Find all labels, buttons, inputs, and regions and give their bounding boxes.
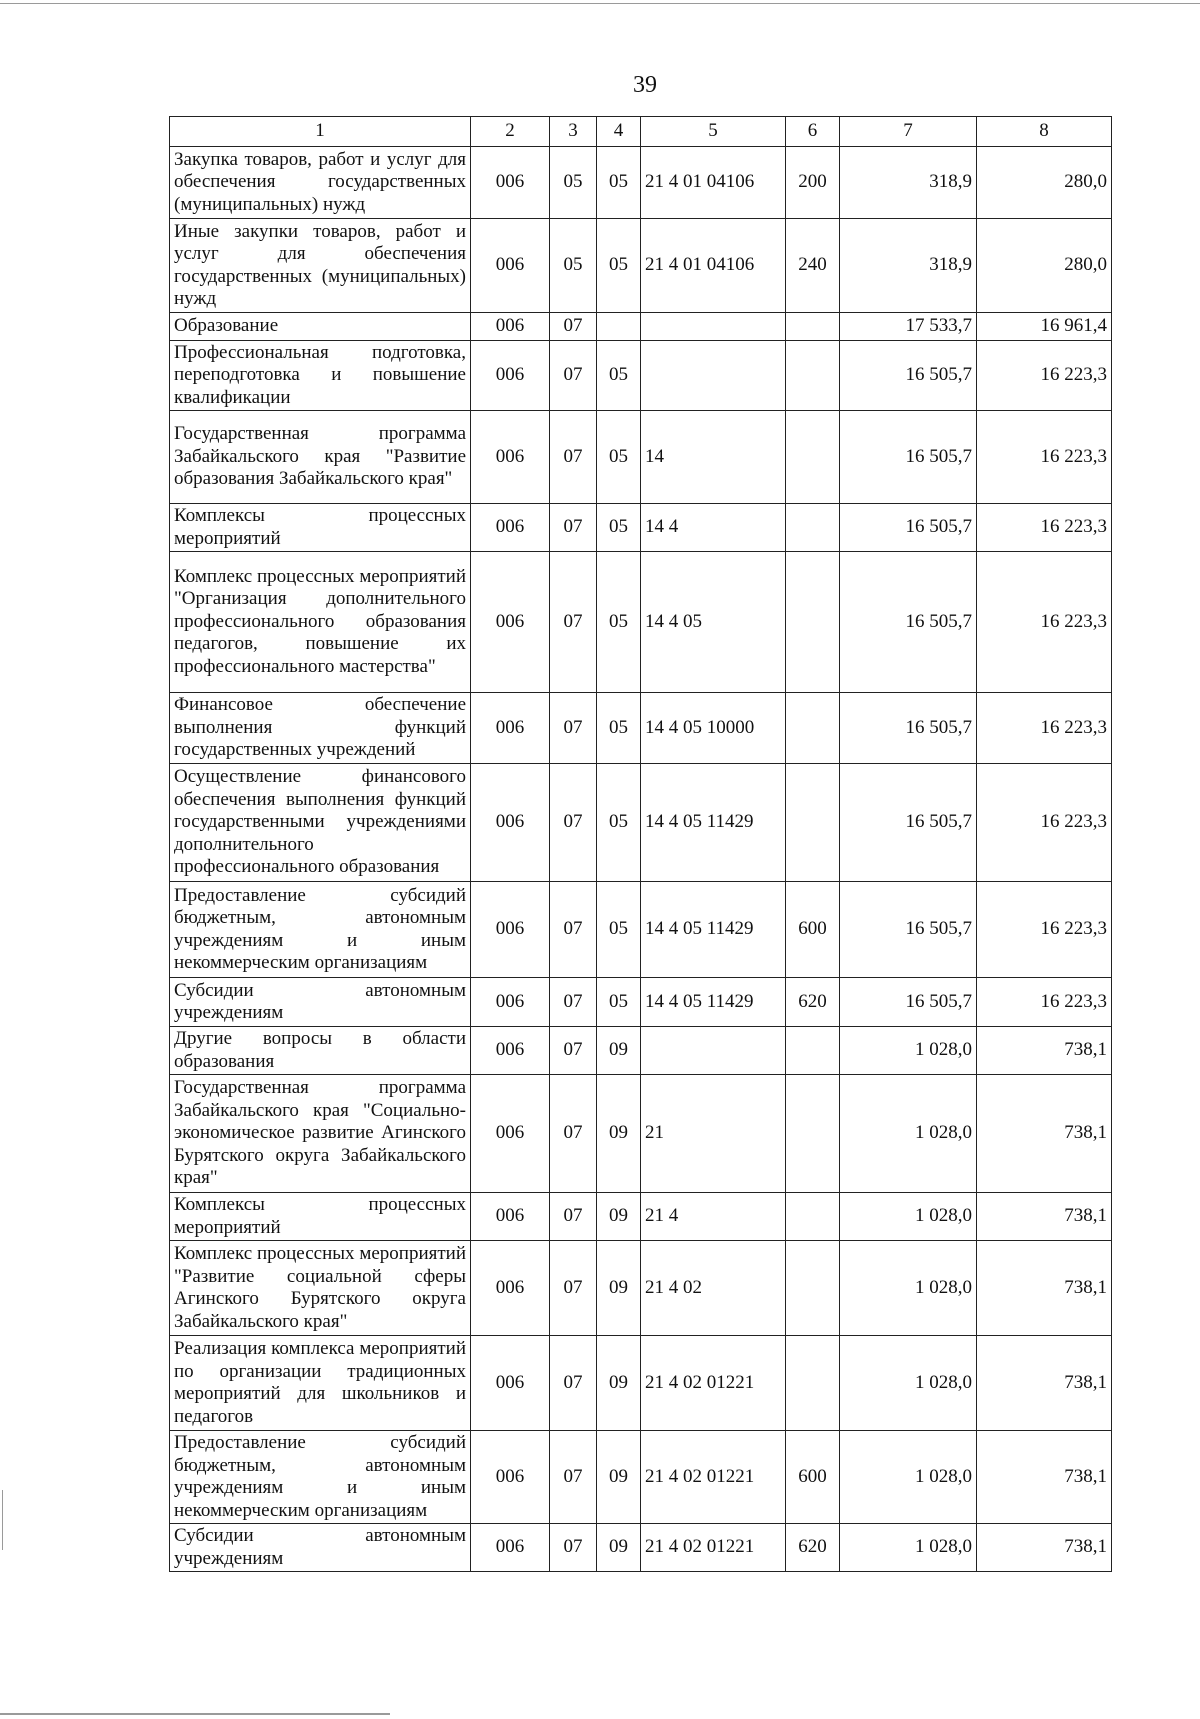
- cell-col-8: 16 961,4: [977, 313, 1112, 341]
- cell-col-5: [641, 313, 786, 341]
- cell-col-2: 006: [471, 219, 550, 313]
- cell-col-7: 16 505,7: [840, 504, 977, 552]
- cell-col-8: 738,1: [977, 1241, 1112, 1336]
- cell-col-7: 16 505,7: [840, 764, 977, 882]
- cell-col-2: 006: [471, 1431, 550, 1524]
- cell-col-3: 07: [550, 504, 597, 552]
- cell-col-7: 16 505,7: [840, 693, 977, 764]
- scan-artifact-bottom: [0, 1713, 390, 1715]
- cell-col-6: 600: [786, 1431, 840, 1524]
- cell-col-4: 05: [597, 504, 641, 552]
- column-header: 2: [471, 117, 550, 147]
- cell-col-3: 07: [550, 411, 597, 504]
- cell-col-7: 16 505,7: [840, 341, 977, 411]
- cell-col-3: 07: [550, 1431, 597, 1524]
- table-row: [170, 313, 1112, 341]
- cell-col-3: 07: [550, 882, 597, 978]
- cell-col-4: 05: [597, 219, 641, 313]
- page-number: 39: [633, 72, 657, 98]
- cell-col-5: 21: [641, 1075, 786, 1193]
- row-name: Иные закупки товаров, работ и услуг для обеспечения государственных (муниципальных) нужд: [170, 219, 471, 313]
- cell-col-3: 07: [550, 1241, 597, 1336]
- cell-col-6: [786, 313, 840, 341]
- cell-col-8: 738,1: [977, 1027, 1112, 1075]
- cell-col-2: 006: [471, 341, 550, 411]
- cell-col-3: 05: [550, 147, 597, 219]
- column-header: 1: [170, 117, 471, 147]
- column-header: 4: [597, 117, 641, 147]
- cell-col-4: 05: [597, 341, 641, 411]
- row-name: Субсидии автономным учреждениям: [170, 978, 471, 1027]
- table-row: [170, 1524, 1112, 1572]
- cell-col-2: 006: [471, 1075, 550, 1193]
- cell-col-8: 16 223,3: [977, 764, 1112, 882]
- cell-col-4: 05: [597, 693, 641, 764]
- cell-col-8: 280,0: [977, 147, 1112, 219]
- cell-col-8: 738,1: [977, 1336, 1112, 1431]
- cell-col-5: 21 4: [641, 1193, 786, 1241]
- column-header: 3: [550, 117, 597, 147]
- table-row: [170, 1027, 1112, 1075]
- table-row: [170, 693, 1112, 764]
- cell-col-4: 09: [597, 1075, 641, 1193]
- cell-col-3: 07: [550, 313, 597, 341]
- cell-col-4: 05: [597, 411, 641, 504]
- cell-col-5: 14 4 05 11429: [641, 882, 786, 978]
- cell-col-3: 07: [550, 693, 597, 764]
- cell-col-6: 620: [786, 978, 840, 1027]
- cell-col-7: 1 028,0: [840, 1336, 977, 1431]
- cell-col-4: 09: [597, 1524, 641, 1572]
- cell-col-2: 006: [471, 1336, 550, 1431]
- cell-col-6: [786, 1241, 840, 1336]
- cell-col-8: 738,1: [977, 1524, 1112, 1572]
- table-row: [170, 341, 1112, 411]
- row-name: Финансовое обеспечение выполнения функций государственных учреждений: [170, 693, 471, 764]
- cell-col-2: 006: [471, 552, 550, 693]
- cell-col-6: [786, 1027, 840, 1075]
- table-row: [170, 504, 1112, 552]
- cell-col-7: 16 505,7: [840, 552, 977, 693]
- cell-col-2: 006: [471, 1193, 550, 1241]
- cell-col-6: 200: [786, 147, 840, 219]
- cell-col-7: 1 028,0: [840, 1193, 977, 1241]
- cell-col-6: 620: [786, 1524, 840, 1572]
- cell-col-6: [786, 411, 840, 504]
- row-name: Профессиональная подготовка, переподготовка и повышение квалификации: [170, 341, 471, 411]
- cell-col-7: 16 505,7: [840, 882, 977, 978]
- cell-col-6: [786, 552, 840, 693]
- cell-col-4: 09: [597, 1027, 641, 1075]
- cell-col-5: 21 4 02: [641, 1241, 786, 1336]
- cell-col-8: 16 223,3: [977, 552, 1112, 693]
- cell-col-5: 21 4 02 01221: [641, 1431, 786, 1524]
- cell-col-3: 07: [550, 1075, 597, 1193]
- row-name: Осуществление финансового обеспечения выполнения функций государственными учреждениями дополнительного профессионального образования: [170, 764, 471, 882]
- cell-col-8: 16 223,3: [977, 882, 1112, 978]
- cell-col-8: 16 223,3: [977, 693, 1112, 764]
- cell-col-4: 09: [597, 1193, 641, 1241]
- cell-col-5: 14 4: [641, 504, 786, 552]
- cell-col-4: 09: [597, 1241, 641, 1336]
- cell-col-4: 05: [597, 147, 641, 219]
- cell-col-5: [641, 1027, 786, 1075]
- cell-col-8: 738,1: [977, 1075, 1112, 1193]
- row-name: Комплекс процессных мероприятий "Развитие социальной сферы Агинского Бурятского округа Забайкальского края": [170, 1241, 471, 1336]
- cell-col-5: 21 4 02 01221: [641, 1524, 786, 1572]
- cell-col-8: 280,0: [977, 219, 1112, 313]
- table-row: [170, 1075, 1112, 1193]
- cell-col-8: 16 223,3: [977, 504, 1112, 552]
- column-header: 8: [977, 117, 1112, 147]
- row-name: Комплекс процессных мероприятий "Организация дополнительного профессионального образования педагогов, повышение их профессионального мастерства": [170, 552, 471, 693]
- cell-col-4: 05: [597, 978, 641, 1027]
- cell-col-7: 1 028,0: [840, 1431, 977, 1524]
- cell-col-6: [786, 1336, 840, 1431]
- table-row: [170, 219, 1112, 313]
- cell-col-5: 14: [641, 411, 786, 504]
- table-body: [170, 117, 1112, 1572]
- cell-col-7: 1 028,0: [840, 1027, 977, 1075]
- cell-col-2: 006: [471, 1241, 550, 1336]
- row-name: Другие вопросы в области образования: [170, 1027, 471, 1075]
- cell-col-6: [786, 693, 840, 764]
- table-row: [170, 1193, 1112, 1241]
- cell-col-7: 16 505,7: [840, 411, 977, 504]
- cell-col-2: 006: [471, 693, 550, 764]
- cell-col-2: 006: [471, 764, 550, 882]
- cell-col-8: 16 223,3: [977, 978, 1112, 1027]
- cell-col-7: 1 028,0: [840, 1241, 977, 1336]
- cell-col-5: 21 4 01 04106: [641, 147, 786, 219]
- cell-col-7: 318,9: [840, 147, 977, 219]
- cell-col-5: [641, 341, 786, 411]
- cell-col-2: 006: [471, 1027, 550, 1075]
- table-row: [170, 147, 1112, 219]
- cell-col-2: 006: [471, 147, 550, 219]
- row-name: Предоставление субсидий бюджетным, автономным учреждениям и иным некоммерческим организациям: [170, 1431, 471, 1524]
- cell-col-4: 09: [597, 1431, 641, 1524]
- cell-col-4: 09: [597, 1336, 641, 1431]
- row-name: Комплексы процессных мероприятий: [170, 1193, 471, 1241]
- budget-table: [169, 116, 1112, 1572]
- cell-col-3: 07: [550, 1336, 597, 1431]
- column-header: 6: [786, 117, 840, 147]
- cell-col-3: 05: [550, 219, 597, 313]
- cell-col-4: 05: [597, 552, 641, 693]
- column-header: 5: [641, 117, 786, 147]
- cell-col-5: 21 4 02 01221: [641, 1336, 786, 1431]
- table-row: [170, 882, 1112, 978]
- cell-col-2: 006: [471, 978, 550, 1027]
- row-name: Субсидии автономным учреждениям: [170, 1524, 471, 1572]
- cell-col-3: 07: [550, 978, 597, 1027]
- cell-col-2: 006: [471, 504, 550, 552]
- scan-artifact-top: [0, 3, 1200, 4]
- cell-col-2: 006: [471, 882, 550, 978]
- cell-col-6: [786, 504, 840, 552]
- table-header-row: [170, 117, 1112, 147]
- cell-col-8: 738,1: [977, 1193, 1112, 1241]
- cell-col-4: 05: [597, 764, 641, 882]
- table-row: [170, 978, 1112, 1027]
- table-row: [170, 411, 1112, 504]
- cell-col-5: 21 4 01 04106: [641, 219, 786, 313]
- cell-col-3: 07: [550, 1524, 597, 1572]
- cell-col-5: 14 4 05 11429: [641, 764, 786, 882]
- row-name: Реализация комплекса мероприятий по организации традиционных мероприятий для школьников и педагогов: [170, 1336, 471, 1431]
- scan-artifact-left: [2, 1490, 3, 1550]
- cell-col-2: 006: [471, 411, 550, 504]
- table-row: [170, 552, 1112, 693]
- cell-col-4: 05: [597, 882, 641, 978]
- cell-col-3: 07: [550, 1027, 597, 1075]
- row-name: Предоставление субсидий бюджетным, автономным учреждениям и иным некоммерческим организациям: [170, 882, 471, 978]
- cell-col-7: 1 028,0: [840, 1075, 977, 1193]
- cell-col-6: [786, 764, 840, 882]
- cell-col-3: 07: [550, 341, 597, 411]
- cell-col-8: 16 223,3: [977, 341, 1112, 411]
- cell-col-7: 318,9: [840, 219, 977, 313]
- cell-col-3: 07: [550, 552, 597, 693]
- cell-col-5: 14 4 05: [641, 552, 786, 693]
- cell-col-6: 600: [786, 882, 840, 978]
- cell-col-7: 17 533,7: [840, 313, 977, 341]
- row-name: Комплексы процессных мероприятий: [170, 504, 471, 552]
- cell-col-5: 14 4 05 10000: [641, 693, 786, 764]
- cell-col-2: 006: [471, 1524, 550, 1572]
- table-row: [170, 1431, 1112, 1524]
- table-row: [170, 1241, 1112, 1336]
- row-name: Государственная программа Забайкальского края "Социально-экономическое развитие Агинского Бурятского округа Забайкальского края": [170, 1075, 471, 1193]
- cell-col-3: 07: [550, 764, 597, 882]
- column-header: 7: [840, 117, 977, 147]
- table-row: [170, 1336, 1112, 1431]
- cell-col-8: 16 223,3: [977, 411, 1112, 504]
- cell-col-6: [786, 1193, 840, 1241]
- cell-col-2: 006: [471, 313, 550, 341]
- cell-col-6: [786, 341, 840, 411]
- cell-col-7: 1 028,0: [840, 1524, 977, 1572]
- cell-col-4: [597, 313, 641, 341]
- cell-col-6: 240: [786, 219, 840, 313]
- table-row: [170, 764, 1112, 882]
- row-name: Закупка товаров, работ и услуг для обеспечения государственных (муниципальных) нужд: [170, 147, 471, 219]
- cell-col-5: 14 4 05 11429: [641, 978, 786, 1027]
- cell-col-8: 738,1: [977, 1431, 1112, 1524]
- cell-col-3: 07: [550, 1193, 597, 1241]
- row-name: Образование: [170, 313, 471, 341]
- row-name: Государственная программа Забайкальского края "Развитие образования Забайкальского края": [170, 411, 471, 504]
- cell-col-7: 16 505,7: [840, 978, 977, 1027]
- cell-col-6: [786, 1075, 840, 1193]
